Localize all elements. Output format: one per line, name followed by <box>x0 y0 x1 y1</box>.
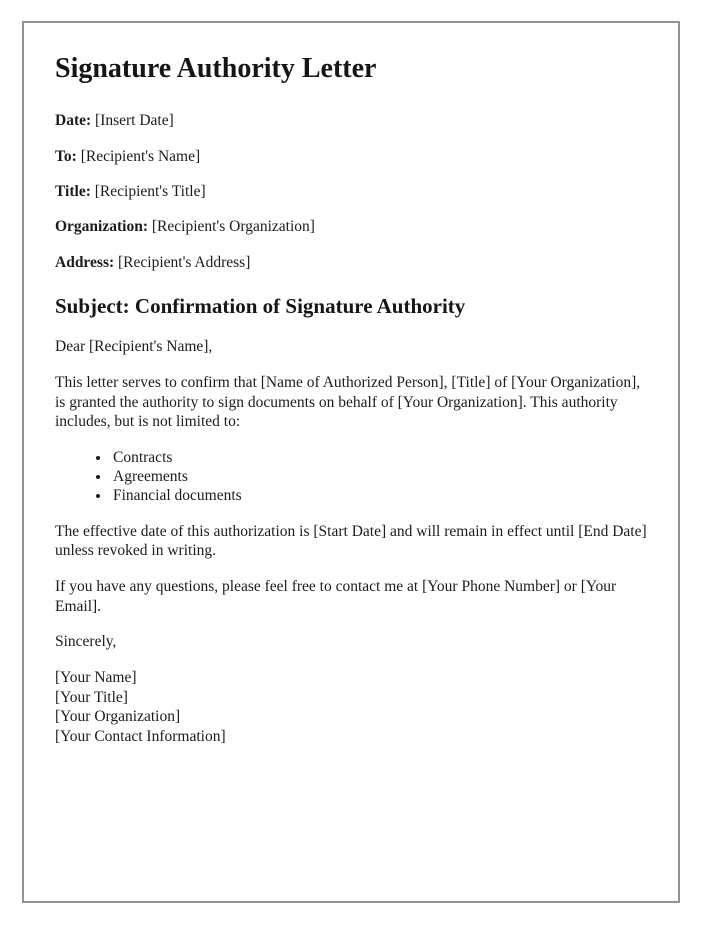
signature-organization: [Your Organization] <box>55 708 181 726</box>
body-paragraph-effective-date: The effective date of this authorization is [Start Date] and will remain in effect until [End Date] unless revoked in writing. <box>55 522 647 560</box>
body-paragraph-contact: If you have any questions, please feel free to contact me at [Your Phone Number] or [Your Email]. <box>55 577 617 615</box>
signature-block <box>55 668 648 747</box>
field-address-value: [Recipient's Address] <box>118 253 251 271</box>
field-title <box>55 182 648 201</box>
field-date-label: Date: <box>55 112 92 130</box>
field-to-label: To: <box>55 147 77 165</box>
field-organization-value: [Recipient's Organization] <box>151 218 315 236</box>
letter-page <box>22 21 680 903</box>
field-to <box>55 147 648 166</box>
field-title-value: [Recipient's Title] <box>94 182 206 200</box>
field-date <box>55 111 648 130</box>
bullet-item-financial-documents: • Financial documents <box>111 486 648 505</box>
closing: Sincerely, <box>55 633 117 651</box>
letter-title: Signature Authority Letter <box>55 53 377 84</box>
signature-title: [Your Title] <box>55 688 128 706</box>
salutation: Dear [Recipient's Name], <box>55 338 213 356</box>
field-address <box>55 253 648 272</box>
bullet-item-agreements: • Agreements <box>111 467 648 486</box>
authority-bullet-list <box>55 448 648 506</box>
bullet-item-contracts: • Contracts <box>111 448 648 467</box>
field-organization-label: Organization: <box>55 218 148 236</box>
field-organization <box>55 217 648 236</box>
signature-contact-information: [Your Contact Information] <box>55 727 226 745</box>
field-title-label: Title: <box>55 182 91 200</box>
field-date-value: [Insert Date] <box>95 112 174 130</box>
signature-name: [Your Name] <box>55 668 137 686</box>
field-to-value: [Recipient's Name] <box>80 147 201 165</box>
body-paragraph-authority: This letter serves to confirm that [Name of Authorized Person], [Title] of [Your Organization], is granted the authority to sign documents on behalf of [Your Organization]. This authority includes, but is not limited to: <box>55 373 641 431</box>
field-address-label: Address: <box>55 253 115 271</box>
subject-heading: Subject: Confirmation of Signature Authority <box>55 294 466 319</box>
